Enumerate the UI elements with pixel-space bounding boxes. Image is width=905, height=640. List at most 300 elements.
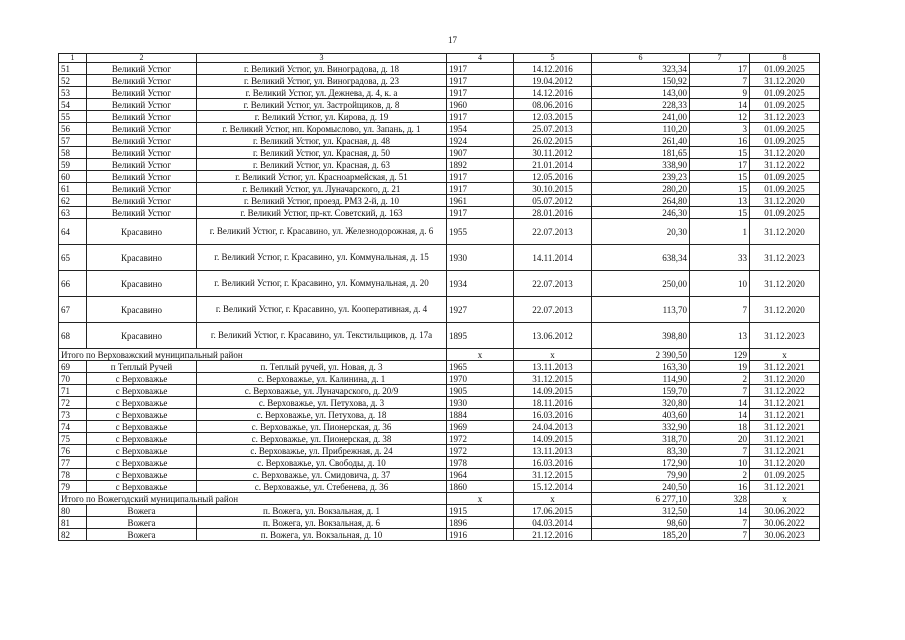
area-cell: 98,60	[592, 517, 690, 529]
total-due-cell: x	[750, 493, 820, 505]
row-number: 52	[59, 75, 87, 87]
residents-count-cell: 7	[690, 517, 750, 529]
residents-count-cell: 2	[690, 469, 750, 481]
row-number: 69	[59, 361, 87, 373]
residents-count-cell: 1	[690, 219, 750, 245]
year-built-cell: 1907	[447, 147, 514, 159]
year-built-cell: 1934	[447, 271, 514, 297]
recognition-date-cell: 25.07.2013	[514, 123, 592, 135]
locality-cell: Вожега	[87, 505, 197, 517]
locality-cell: Великий Устюг	[87, 183, 197, 195]
row-number: 53	[59, 87, 87, 99]
locality-cell: Вожега	[87, 529, 197, 541]
year-built-cell: 1954	[447, 123, 514, 135]
planned-date-cell: 31.12.2020	[750, 75, 820, 87]
locality-cell: Красавино	[87, 245, 197, 271]
residents-count-cell: 18	[690, 421, 750, 433]
table-row	[59, 385, 820, 397]
recognition-date-cell: 24.04.2013	[514, 421, 592, 433]
residents-count-cell: 16	[690, 135, 750, 147]
recognition-date-cell: 16.03.2016	[514, 457, 592, 469]
year-built-cell: 1915	[447, 505, 514, 517]
residents-count-cell: 9	[690, 87, 750, 99]
year-built-cell: 1924	[447, 135, 514, 147]
area-cell: 318,70	[592, 433, 690, 445]
locality-cell: Великий Устюг	[87, 87, 197, 99]
column-number-cell: 2	[87, 54, 197, 63]
year-built-cell: 1969	[447, 421, 514, 433]
district-total-row	[59, 349, 820, 361]
table-row	[59, 99, 820, 111]
address-cell: г. Великий Устюг, пр-кт. Советский, д. 163	[197, 207, 447, 219]
planned-date-cell: 01.09.2025	[750, 171, 820, 183]
year-built-cell: 1972	[447, 433, 514, 445]
address-cell: г. Великий Устюг, ул. Виноградова, д. 23	[197, 75, 447, 87]
area-cell: 320,80	[592, 397, 690, 409]
address-cell: с. Верховажье, ул. Луначарского, д. 20/9	[197, 385, 447, 397]
address-cell: г. Великий Устюг, ул. Красноармейская, д. 51	[197, 171, 447, 183]
planned-date-cell: 31.12.2020	[750, 457, 820, 469]
row-number: 72	[59, 397, 87, 409]
area-cell: 312,50	[592, 505, 690, 517]
row-number: 74	[59, 421, 87, 433]
recognition-date-cell: 26.02.2015	[514, 135, 592, 147]
area-cell: 150,92	[592, 75, 690, 87]
recognition-date-cell: 13.06.2012	[514, 323, 592, 349]
locality-cell: Красавино	[87, 219, 197, 245]
locality-cell: с Верховажье	[87, 397, 197, 409]
residents-count-cell: 7	[690, 297, 750, 323]
recognition-date-cell: 22.07.2013	[514, 297, 592, 323]
area-cell: 159,70	[592, 385, 690, 397]
planned-date-cell: 31.12.2023	[750, 323, 820, 349]
locality-cell: Великий Устюг	[87, 111, 197, 123]
total-area-cell: 6 277,10	[592, 493, 690, 505]
locality-cell: Великий Устюг	[87, 99, 197, 111]
area-cell: 185,20	[592, 529, 690, 541]
planned-date-cell: 01.09.2025	[750, 63, 820, 75]
locality-cell: с Верховажье	[87, 373, 197, 385]
locality-cell: Красавино	[87, 271, 197, 297]
recognition-date-cell: 30.10.2015	[514, 183, 592, 195]
row-number: 57	[59, 135, 87, 147]
row-number: 79	[59, 481, 87, 493]
recognition-date-cell: 13.11.2013	[514, 445, 592, 457]
residents-count-cell: 17	[690, 63, 750, 75]
residents-count-cell: 13	[690, 323, 750, 349]
residents-count-cell: 14	[690, 99, 750, 111]
row-number: 64	[59, 219, 87, 245]
year-built-cell: 1927	[447, 297, 514, 323]
planned-date-cell: 01.09.2025	[750, 207, 820, 219]
address-cell: с. Верховажье, ул. Калинина, д. 1	[197, 373, 447, 385]
table-row	[59, 123, 820, 135]
recognition-date-cell: 31.12.2015	[514, 469, 592, 481]
planned-date-cell: 31.12.2020	[750, 195, 820, 207]
locality-cell: с Верховажье	[87, 385, 197, 397]
planned-date-cell: 31.12.2021	[750, 421, 820, 433]
planned-date-cell: 01.09.2025	[750, 123, 820, 135]
address-cell: г. Великий Устюг, ул. Кирова, д. 19	[197, 111, 447, 123]
planned-date-cell: 30.06.2023	[750, 529, 820, 541]
area-cell: 250,00	[592, 271, 690, 297]
residents-count-cell: 12	[690, 111, 750, 123]
area-cell: 338,90	[592, 159, 690, 171]
recognition-date-cell: 22.07.2013	[514, 271, 592, 297]
year-built-cell: 1978	[447, 457, 514, 469]
address-cell: с. Верховажье, ул. Петухова, д. 18	[197, 409, 447, 421]
residents-count-cell: 7	[690, 75, 750, 87]
table-row	[59, 87, 820, 99]
area-cell: 228,33	[592, 99, 690, 111]
residents-count-cell: 3	[690, 123, 750, 135]
table-row	[59, 219, 820, 245]
row-number: 78	[59, 469, 87, 481]
year-built-cell: 1916	[447, 529, 514, 541]
address-cell: п. Теплый ручей, ул. Новая, д. 3	[197, 361, 447, 373]
area-cell: 241,00	[592, 111, 690, 123]
year-built-cell: 1930	[447, 245, 514, 271]
planned-date-cell: 31.12.2021	[750, 433, 820, 445]
district-total-row	[59, 493, 820, 505]
residents-count-cell: 10	[690, 457, 750, 469]
column-number-cell: 4	[447, 54, 514, 63]
residents-count-cell: 2	[690, 373, 750, 385]
row-number: 68	[59, 323, 87, 349]
year-built-cell: 1960	[447, 99, 514, 111]
table-row	[59, 397, 820, 409]
planned-date-cell: 31.12.2023	[750, 245, 820, 271]
recognition-date-cell: 28.01.2016	[514, 207, 592, 219]
planned-date-cell: 31.12.2020	[750, 147, 820, 159]
address-cell: с. Верховажье, ул. Пионерская, д. 36	[197, 421, 447, 433]
residents-count-cell: 14	[690, 505, 750, 517]
row-number: 56	[59, 123, 87, 135]
address-cell: п. Вожега, ул. Вокзальная, д. 10	[197, 529, 447, 541]
area-cell: 114,90	[592, 373, 690, 385]
year-built-cell: 1917	[447, 207, 514, 219]
recognition-date-cell: 30.11.2012	[514, 147, 592, 159]
residents-count-cell: 13	[690, 195, 750, 207]
planned-date-cell: 30.06.2022	[750, 517, 820, 529]
recognition-date-cell: 14.11.2014	[514, 245, 592, 271]
area-cell: 113,70	[592, 297, 690, 323]
row-number: 67	[59, 297, 87, 323]
area-cell: 181,65	[592, 147, 690, 159]
recognition-date-cell: 22.07.2013	[514, 219, 592, 245]
locality-cell: с Верховажье	[87, 457, 197, 469]
recognition-date-cell: 16.03.2016	[514, 409, 592, 421]
area-cell: 239,23	[592, 171, 690, 183]
locality-cell: Великий Устюг	[87, 135, 197, 147]
area-cell: 20,30	[592, 219, 690, 245]
locality-cell: с Верховажье	[87, 445, 197, 457]
total-residents-cell: 328	[690, 493, 750, 505]
area-cell: 246,30	[592, 207, 690, 219]
row-number: 60	[59, 171, 87, 183]
residents-count-cell: 19	[690, 361, 750, 373]
recognition-date-cell: 31.12.2015	[514, 373, 592, 385]
district-total-title: Итого по Вожегодский муниципальный район	[59, 493, 447, 505]
recognition-date-cell: 17.06.2015	[514, 505, 592, 517]
year-built-cell: 1905	[447, 385, 514, 397]
planned-date-cell: 31.12.2021	[750, 409, 820, 421]
planned-date-cell: 31.12.2022	[750, 385, 820, 397]
planned-date-cell: 31.12.2020	[750, 271, 820, 297]
year-built-cell: 1860	[447, 481, 514, 493]
recognition-date-cell: 14.12.2016	[514, 87, 592, 99]
area-cell: 638,34	[592, 245, 690, 271]
year-built-cell: 1930	[447, 397, 514, 409]
area-cell: 323,34	[592, 63, 690, 75]
locality-cell: Вожега	[87, 517, 197, 529]
table-row	[59, 409, 820, 421]
planned-date-cell: 31.12.2020	[750, 219, 820, 245]
row-number: 62	[59, 195, 87, 207]
year-built-cell: 1917	[447, 171, 514, 183]
area-cell: 110,20	[592, 123, 690, 135]
row-number: 73	[59, 409, 87, 421]
address-cell: п. Вожега, ул. Вокзальная, д. 6	[197, 517, 447, 529]
year-built-cell: 1917	[447, 87, 514, 99]
row-number: 80	[59, 505, 87, 517]
recognition-date-cell: 21.01.2014	[514, 159, 592, 171]
table-row	[59, 63, 820, 75]
area-cell: 280,20	[592, 183, 690, 195]
recognition-date-cell: 05.07.2012	[514, 195, 592, 207]
address-cell: с. Верховажье, ул. Петухова, д. 3	[197, 397, 447, 409]
planned-date-cell: 31.12.2022	[750, 159, 820, 171]
planned-date-cell: 31.12.2023	[750, 111, 820, 123]
planned-date-cell: 01.09.2025	[750, 469, 820, 481]
table-row	[59, 433, 820, 445]
column-number-cell: 1	[59, 54, 87, 63]
address-cell: с. Верховажье, ул. Стебенева, д. 36	[197, 481, 447, 493]
address-cell: г. Великий Устюг, ул. Луначарского, д. 21	[197, 183, 447, 195]
area-cell: 264,80	[592, 195, 690, 207]
table-row	[59, 529, 820, 541]
year-built-cell: 1965	[447, 361, 514, 373]
recognition-date-cell: 14.09.2015	[514, 433, 592, 445]
address-cell: г. Великий Устюг, г. Красавино, ул. Кооперативная, д. 4	[197, 297, 447, 323]
address-cell: с. Верховажье, ул. Прибрежная, д. 24	[197, 445, 447, 457]
address-cell: г. Великий Устюг, г. Красавино, ул. Коммунальная, д. 15	[197, 245, 447, 271]
locality-cell: с Верховажье	[87, 469, 197, 481]
planned-date-cell: 01.09.2025	[750, 99, 820, 111]
table-row	[59, 505, 820, 517]
residents-count-cell: 16	[690, 481, 750, 493]
recognition-date-cell: 14.09.2015	[514, 385, 592, 397]
year-built-cell: 1970	[447, 373, 514, 385]
planned-date-cell: 31.12.2021	[750, 481, 820, 493]
row-number: 76	[59, 445, 87, 457]
table-row	[59, 135, 820, 147]
table-row	[59, 195, 820, 207]
row-number: 66	[59, 271, 87, 297]
address-cell: г. Великий Устюг, проезд. РМЗ 2-й, д. 10	[197, 195, 447, 207]
year-built-cell: 1917	[447, 63, 514, 75]
page-number: 17	[448, 35, 457, 45]
locality-cell: п Теплый Ручей	[87, 361, 197, 373]
address-cell: г. Великий Устюг, г. Красавино, ул. Коммунальная, д. 20	[197, 271, 447, 297]
table-row	[59, 517, 820, 529]
locality-cell: Великий Устюг	[87, 195, 197, 207]
address-cell: г. Великий Устюг, г. Красавино, ул. Железнодорожная, д. 6	[197, 219, 447, 245]
table-row	[59, 207, 820, 219]
row-number: 55	[59, 111, 87, 123]
residents-count-cell: 15	[690, 207, 750, 219]
table-body	[59, 54, 820, 541]
total-date-cell: x	[514, 493, 592, 505]
row-number: 81	[59, 517, 87, 529]
address-cell: г. Великий Устюг, ул. Красная, д. 50	[197, 147, 447, 159]
recognition-date-cell: 13.11.2013	[514, 361, 592, 373]
total-year-cell: x	[447, 349, 514, 361]
locality-cell: Великий Устюг	[87, 171, 197, 183]
table-row	[59, 361, 820, 373]
area-cell: 83,30	[592, 445, 690, 457]
residents-count-cell: 20	[690, 433, 750, 445]
planned-date-cell: 31.12.2021	[750, 361, 820, 373]
address-cell: г. Великий Устюг, ул. Дежнева, д. 4, к. а	[197, 87, 447, 99]
recognition-date-cell: 04.03.2014	[514, 517, 592, 529]
residents-count-cell: 15	[690, 171, 750, 183]
address-cell: г. Великий Устюг, ул. Красная, д. 48	[197, 135, 447, 147]
area-cell: 261,40	[592, 135, 690, 147]
row-number: 63	[59, 207, 87, 219]
planned-date-cell: 31.12.2021	[750, 445, 820, 457]
locality-cell: Великий Устюг	[87, 147, 197, 159]
recognition-date-cell: 14.12.2016	[514, 63, 592, 75]
row-number: 77	[59, 457, 87, 469]
residents-count-cell: 7	[690, 445, 750, 457]
recognition-date-cell: 19.04.2012	[514, 75, 592, 87]
year-built-cell: 1961	[447, 195, 514, 207]
locality-cell: Великий Устюг	[87, 63, 197, 75]
column-number-cell: 8	[750, 54, 820, 63]
row-number: 82	[59, 529, 87, 541]
locality-cell: с Верховажье	[87, 433, 197, 445]
residents-count-cell: 17	[690, 159, 750, 171]
table-row	[59, 111, 820, 123]
table-row	[59, 75, 820, 87]
address-cell: г. Великий Устюг, ул. Красная, д. 63	[197, 159, 447, 171]
table-row	[59, 147, 820, 159]
residents-count-cell: 14	[690, 397, 750, 409]
total-year-cell: x	[447, 493, 514, 505]
total-due-cell: x	[750, 349, 820, 361]
total-date-cell: x	[514, 349, 592, 361]
year-built-cell: 1964	[447, 469, 514, 481]
area-cell: 398,80	[592, 323, 690, 349]
residents-count-cell: 15	[690, 183, 750, 195]
residents-count-cell: 10	[690, 271, 750, 297]
table-row	[59, 271, 820, 297]
row-number: 51	[59, 63, 87, 75]
address-cell: г. Великий Устюг, г. Красавино, ул. Текстильщиков, д. 17а	[197, 323, 447, 349]
table-row	[59, 481, 820, 493]
row-number: 65	[59, 245, 87, 271]
year-built-cell: 1917	[447, 183, 514, 195]
table-row	[59, 373, 820, 385]
locality-cell: Великий Устюг	[87, 75, 197, 87]
residents-count-cell: 14	[690, 409, 750, 421]
table-row	[59, 445, 820, 457]
table-row	[59, 457, 820, 469]
area-cell: 163,30	[592, 361, 690, 373]
recognition-date-cell: 12.05.2016	[514, 171, 592, 183]
planned-date-cell: 01.09.2025	[750, 87, 820, 99]
address-cell: г. Великий Устюг, ул. Виноградова, д. 18	[197, 63, 447, 75]
row-number: 71	[59, 385, 87, 397]
row-number: 61	[59, 183, 87, 195]
recognition-date-cell: 08.06.2016	[514, 99, 592, 111]
row-number: 75	[59, 433, 87, 445]
district-total-title: Итого по Верховажский муниципальный район	[59, 349, 447, 361]
table-row	[59, 159, 820, 171]
residents-count-cell: 33	[690, 245, 750, 271]
address-cell: г. Великий Устюг, нп. Коромыслово, ул. Запань, д. 1	[197, 123, 447, 135]
planned-date-cell: 31.12.2020	[750, 297, 820, 323]
table-row	[59, 469, 820, 481]
locality-cell: Великий Устюг	[87, 207, 197, 219]
address-cell: с. Верховажье, ул. Смидовича, д. 37	[197, 469, 447, 481]
recognition-date-cell: 12.03.2015	[514, 111, 592, 123]
column-number-row	[59, 54, 820, 63]
housing-register-table	[58, 53, 820, 541]
recognition-date-cell: 21.12.2016	[514, 529, 592, 541]
planned-date-cell: 31.12.2020	[750, 373, 820, 385]
locality-cell: с Верховажье	[87, 409, 197, 421]
area-cell: 172,90	[592, 457, 690, 469]
table-row	[59, 421, 820, 433]
year-built-cell: 1884	[447, 409, 514, 421]
row-number: 54	[59, 99, 87, 111]
locality-cell: с Верховажье	[87, 421, 197, 433]
table-row	[59, 245, 820, 271]
row-number: 70	[59, 373, 87, 385]
area-cell: 240,50	[592, 481, 690, 493]
locality-cell: Красавино	[87, 297, 197, 323]
area-cell: 332,90	[592, 421, 690, 433]
residents-count-cell: 7	[690, 529, 750, 541]
year-built-cell: 1892	[447, 159, 514, 171]
area-cell: 79,90	[592, 469, 690, 481]
address-cell: п. Вожега, ул. Вокзальная, д. 1	[197, 505, 447, 517]
planned-date-cell: 01.09.2025	[750, 183, 820, 195]
year-built-cell: 1917	[447, 75, 514, 87]
table-row	[59, 323, 820, 349]
table-row	[59, 297, 820, 323]
total-residents-cell: 129	[690, 349, 750, 361]
recognition-date-cell: 15.12.2014	[514, 481, 592, 493]
residents-count-cell: 15	[690, 147, 750, 159]
table-row	[59, 183, 820, 195]
address-cell: с. Верховажье, ул. Свободы, д. 10	[197, 457, 447, 469]
planned-date-cell: 31.12.2021	[750, 397, 820, 409]
locality-cell: Великий Устюг	[87, 123, 197, 135]
recognition-date-cell: 18.11.2016	[514, 397, 592, 409]
area-cell: 143,00	[592, 87, 690, 99]
row-number: 59	[59, 159, 87, 171]
year-built-cell: 1972	[447, 445, 514, 457]
locality-cell: с Верховажье	[87, 481, 197, 493]
year-built-cell: 1896	[447, 517, 514, 529]
locality-cell: Великий Устюг	[87, 159, 197, 171]
planned-date-cell: 30.06.2022	[750, 505, 820, 517]
row-number: 58	[59, 147, 87, 159]
locality-cell: Красавино	[87, 323, 197, 349]
